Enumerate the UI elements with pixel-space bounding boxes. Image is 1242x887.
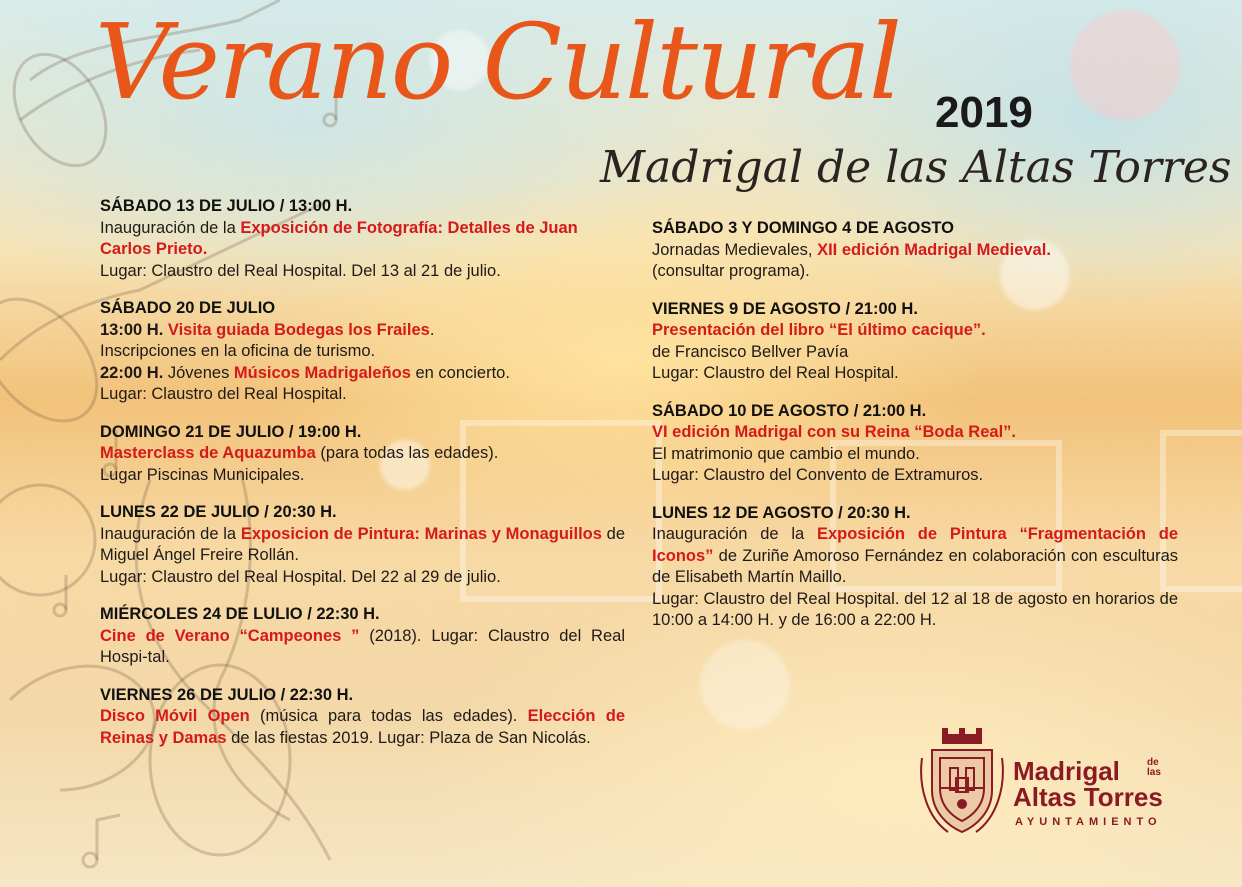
event-highlight: Exposición de Fotografía: Detalles de Juan Carlos Prieto. bbox=[100, 218, 578, 258]
event-highlight: Elección de Reinas y Damas bbox=[100, 707, 625, 747]
event-9-agosto bbox=[652, 299, 1178, 385]
event-location: Lugar: Claustro del Convento de Extramuros. bbox=[652, 466, 984, 484]
event-line bbox=[652, 524, 1178, 589]
event-location: Lugar: Claustro del Real Hospital. del 12 al 18 de agosto en horarios de 10:00 a 14:00 H. y de 16:00 a 22:00 H. bbox=[652, 589, 1178, 629]
event-highlight: Cine de Verano “Campeones ” bbox=[100, 626, 360, 645]
logo-text bbox=[1013, 758, 1163, 810]
event-21-julio bbox=[100, 422, 625, 487]
event-highlight: Músicos Madrigaleños bbox=[233, 363, 411, 382]
event-heading: VIERNES 26 DE JULIO / 22:30 H. bbox=[100, 685, 354, 704]
event-text: de Miguel Ángel Freire Rollán. bbox=[100, 524, 626, 564]
event-line bbox=[100, 626, 625, 669]
event-heading: SÁBADO 13 DE JULIO / 13:00 H. bbox=[100, 197, 353, 215]
event-heading: LUNES 22 DE JULIO / 20:30 H. bbox=[100, 503, 337, 521]
event-location: Lugar: Claustro del Real Hospital. Del 22 al 29 de julio. bbox=[100, 567, 501, 586]
event-heading: SÁBADO 3 Y DOMINGO 4 DE AGOSTO bbox=[652, 219, 954, 237]
event-20-julio bbox=[100, 298, 625, 406]
event-line bbox=[652, 240, 1178, 262]
event-highlight: Visita guiada Bodegas los Frailes bbox=[167, 320, 430, 339]
event-text: Inauguración de la bbox=[652, 525, 817, 543]
event-line: (consultar programa). bbox=[652, 262, 810, 280]
event-text: . bbox=[429, 320, 435, 339]
logo-ayuntamiento: AYUNTAMIENTO bbox=[1015, 816, 1162, 828]
event-location: Lugar Piscinas Municipales. bbox=[100, 465, 305, 484]
event-time: 22:00 H. bbox=[100, 363, 168, 382]
logo-line2: Altas Torres bbox=[1013, 782, 1163, 812]
ayuntamiento-logo bbox=[918, 728, 1178, 838]
title-script: Verano Cultural bbox=[95, 1, 901, 123]
event-line bbox=[100, 443, 625, 465]
event-line bbox=[100, 524, 625, 567]
coat-of-arms-icon bbox=[918, 728, 1006, 838]
event-22-julio bbox=[100, 502, 625, 588]
events-left-column bbox=[100, 196, 625, 765]
event-line: El matrimonio que cambio el mundo. bbox=[652, 444, 920, 463]
event-highlight: Exposicion de Pintura: Marinas y Monaguillos bbox=[240, 524, 602, 543]
event-text: en concierto. bbox=[410, 363, 510, 382]
logo-small-de: de bbox=[1147, 757, 1159, 768]
event-highlight: VI edición Madrigal con su Reina “Boda Real”. bbox=[652, 423, 1016, 441]
event-line bbox=[100, 320, 625, 342]
event-highlight: XII edición Madrigal Medieval. bbox=[817, 240, 1051, 259]
event-heading: VIERNES 9 DE AGOSTO / 21:00 H. bbox=[652, 299, 918, 318]
event-heading: SÁBADO 10 DE AGOSTO / 21:00 H. bbox=[652, 401, 927, 420]
event-24-julio bbox=[100, 604, 625, 669]
event-26-julio bbox=[100, 685, 625, 750]
event-text: de Zuriñe Amoroso Fernández en colaboración con esculturas de Elisabeth Martín Maillo. bbox=[652, 546, 1178, 586]
event-text: Jóvenes bbox=[167, 363, 234, 382]
logo-small-text bbox=[1147, 758, 1161, 778]
subtitle-script: Madrigal de las Altas Torres bbox=[600, 142, 1232, 193]
event-location: Lugar: Claustro del Real Hospital. bbox=[652, 364, 899, 382]
event-line bbox=[100, 218, 625, 261]
event-13-julio bbox=[100, 196, 625, 282]
logo-small-las: las bbox=[1147, 767, 1161, 778]
event-text: (para todas las edades). bbox=[315, 444, 499, 462]
bokeh-light bbox=[1070, 10, 1180, 120]
event-line: Inscripciones en la oficina de turismo. bbox=[100, 342, 376, 360]
event-text: (música para todas las edades). bbox=[249, 707, 528, 725]
event-highlight: Presentación del libro “El último cacique”. bbox=[652, 321, 986, 339]
bokeh-light bbox=[700, 640, 790, 730]
event-highlight: Masterclass de Aquazumba bbox=[100, 444, 316, 462]
event-10-agosto bbox=[652, 401, 1178, 487]
event-text: de las fiestas 2019. Lugar: Plaza de San Nicolás. bbox=[226, 728, 591, 747]
logo-line1: Madrigal bbox=[1013, 756, 1120, 786]
event-text: Jornadas Medievales, bbox=[652, 240, 818, 259]
title-year: 2019 bbox=[935, 88, 1033, 137]
event-line bbox=[100, 706, 625, 749]
event-location: Lugar: Claustro del Real Hospital. Del 13 al 21 de julio. bbox=[100, 261, 501, 280]
event-12-agosto bbox=[652, 503, 1178, 632]
event-text: Inauguración de la bbox=[100, 218, 241, 237]
event-line: de Francisco Bellver Pavía bbox=[652, 342, 849, 361]
event-location: Lugar: Claustro del Real Hospital. bbox=[100, 385, 347, 403]
event-3-4-agosto bbox=[652, 218, 1178, 283]
event-highlight: Disco Móvil Open bbox=[100, 707, 250, 725]
event-line bbox=[100, 363, 625, 385]
event-heading: MIÉRCOLES 24 DE LULIO / 22:30 H. bbox=[100, 605, 380, 623]
event-text: Inauguración de la bbox=[100, 524, 241, 543]
event-heading: DOMINGO 21 DE JULIO / 19:00 H. bbox=[100, 422, 362, 441]
event-heading: SÁBADO 20 DE JULIO bbox=[100, 299, 276, 317]
event-heading: LUNES 12 DE AGOSTO / 20:30 H. bbox=[652, 503, 911, 522]
events-right-column bbox=[652, 218, 1178, 648]
event-text: (2018). Lugar: Claustro del Real Hospi-tal. bbox=[100, 626, 625, 666]
event-highlight: Exposición de Pintura “Fragmentación de Iconos” bbox=[652, 525, 1178, 565]
event-time: 13:00 H. bbox=[100, 320, 168, 339]
